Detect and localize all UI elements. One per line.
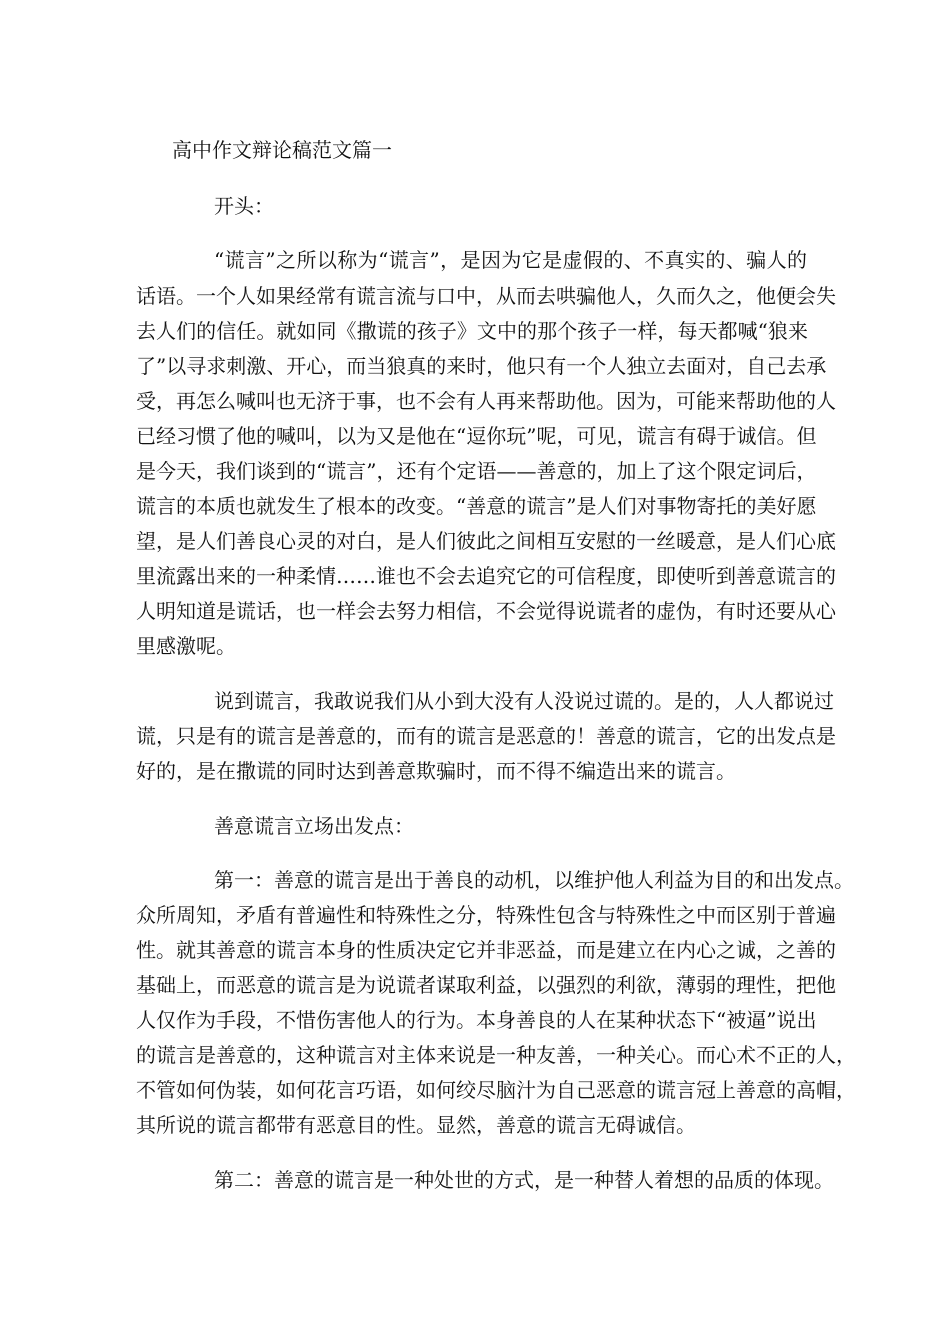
para3-line: 不管如何伪装，如何花言巧语，如何绞尽脑汁为自己恶意的谎言冠上善意的高帽，: [136, 1078, 856, 1102]
para1-line: 是今天，我们谈到的“谎言”，还有个定语——善意的，加上了这个限定词后，: [136, 459, 817, 483]
para1-line: 人明知道是谎话，也一样会去努力相信，不会觉得说谎者的虚伪，有时还要从心: [136, 599, 836, 623]
para1-line: 了”以寻求刺激、开心，而当狼真的来时，他只有一个人独立去面对，自己去承: [136, 354, 827, 378]
para1-line: 受，再怎么喊叫也无济于事，也不会有人再来帮助他。因为，可能来帮助他的人: [136, 389, 836, 413]
para2-line: 说到谎言，我敢说我们从小到大没有人没说过谎的。是的，人人都说过: [214, 689, 834, 713]
para1-line: 话语。一个人如果经常有谎言流与口中，从而去哄骗他人，久而久之，他便会失: [136, 284, 836, 308]
para3-line: 性。就其善意的谎言本身的性质决定它并非恶益，而是建立在内心之诚，之善的: [136, 938, 836, 962]
heading-stance: 善意谎言立场出发点：: [214, 814, 414, 838]
para1-line: 谎言的本质也就发生了根本的改变。“善意的谎言”是人们对事物寄托的美好愿: [136, 494, 817, 518]
para1-line: “谎言”之所以称为“谎言”，是因为它是虚假的、不真实的、骗人的: [214, 248, 807, 272]
para1-line: 去人们的信任。就如同《撒谎的孩子》文中的那个孩子一样，每天都喊“狼来: [136, 319, 808, 343]
para3-line: 第一：善意的谎言是出于善良的动机，以维护他人利益为目的和出发点。: [214, 868, 854, 892]
para3-line: 其所说的谎言都带有恶意目的性。显然，善意的谎言无碍诚信。: [136, 1113, 696, 1137]
para2-line: 好的，是在撒谎的同时达到善意欺骗时，而不得不编造出来的谎言。: [136, 759, 736, 783]
para1-line: 里感激呢。: [136, 634, 236, 658]
document-title: 高中作文辩论稿范文篇一: [172, 138, 392, 162]
para4-line: 第二：善意的谎言是一种处世的方式，是一种替人着想的品质的体现。: [214, 1168, 834, 1192]
para3-line: 众所周知，矛盾有普遍性和特殊性之分，特殊性包含与特殊性之中而区别于普遍: [136, 903, 836, 927]
para2-line: 谎，只是有的谎言是善意的，而有的谎言是恶意的！善意的谎言，它的出发点是: [136, 724, 836, 748]
heading-opening: 开头：: [214, 194, 274, 218]
para3-line: 基础上，而恶意的谎言是为说谎者谋取利益，以强烈的利欲，薄弱的理性，把他: [136, 973, 836, 997]
para1-line: 里流露出来的一种柔情……谁也不会去追究它的可信程度，即使听到善意谎言的: [136, 564, 836, 588]
para3-line: 人仅作为手段，不惜伤害他人的行为。本身善良的人在某种状态下“被逼”说出: [136, 1008, 817, 1032]
para1-line: 望，是人们善良心灵的对白，是人们彼此之间相互安慰的一丝暖意，是人们心底: [136, 529, 836, 553]
para3-line: 的谎言是善意的，这种谎言对主体来说是一种友善，一种关心。而心术不正的人，: [136, 1043, 856, 1067]
para1-line: 已经习惯了他的喊叫，以为又是他在“逗你玩”呢，可见，谎言有碍于诚信。但: [136, 424, 817, 448]
